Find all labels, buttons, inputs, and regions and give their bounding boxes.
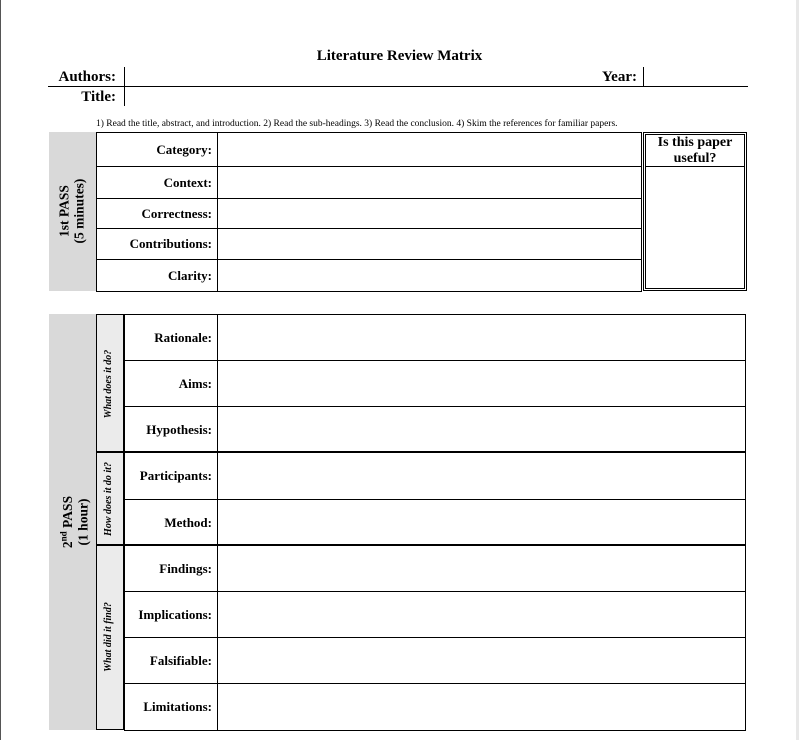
section-divider: [96, 451, 746, 453]
first-pass-row-label: Clarity:: [97, 260, 218, 292]
second-pass-row-label: Implications:: [125, 592, 218, 638]
first-pass-row-label: Correctness:: [97, 199, 218, 229]
title-field-divider: [124, 87, 125, 106]
instructions-text: 1) Read the title, abstract, and introduction. 2) Read the sub-headings. 3) Read the conclusion. 4) Skim the references for familiar papers.: [96, 119, 618, 129]
section-heading-how-does-it-do-it: How does it do it?: [103, 462, 114, 536]
section-divider: [96, 544, 746, 546]
second-pass-field[interactable]: [218, 315, 746, 361]
second-pass-field[interactable]: [218, 500, 746, 546]
second-pass-field[interactable]: [218, 638, 746, 684]
second-pass-table: [124, 314, 746, 731]
second-pass-field[interactable]: [218, 361, 746, 407]
title-label: Title:: [81, 89, 116, 105]
first-pass-row-label: Context:: [97, 167, 218, 199]
first-pass-row-label: Contributions:: [97, 229, 218, 260]
second-pass-row-label: Falsifiable:: [125, 638, 218, 684]
first-pass-field[interactable]: [218, 133, 642, 167]
section-heading-what-does-it-do: What does it do?: [103, 349, 114, 419]
second-pass-row-label: Rationale:: [125, 315, 218, 361]
useful-heading: Is this paper useful?: [645, 134, 745, 167]
second-pass-field[interactable]: [218, 592, 746, 638]
second-pass-field[interactable]: [218, 407, 746, 453]
second-pass-row-label: Aims:: [125, 361, 218, 407]
authors-field-divider: [124, 67, 125, 86]
page-left-border: [0, 0, 1, 740]
first-pass-table: [96, 132, 642, 292]
authors-label: Authors:: [58, 69, 116, 85]
second-pass-row-label: Limitations:: [125, 684, 218, 731]
second-pass-field[interactable]: [218, 546, 746, 592]
first-pass-row-label: Category:: [97, 133, 218, 167]
second-pass-row-label: Hypothesis:: [125, 407, 218, 453]
year-label: Year:: [602, 69, 637, 85]
year-field[interactable]: [648, 70, 746, 86]
second-pass-field[interactable]: [218, 684, 746, 731]
first-pass-label: 1st PASS (5 minutes): [56, 178, 87, 244]
second-pass-field[interactable]: [218, 453, 746, 500]
section-heading-what-did-it-find: What did it find?: [103, 602, 114, 672]
second-pass-row-label: Participants:: [125, 453, 218, 500]
authors-field[interactable]: [130, 70, 590, 86]
second-pass-row-label: Method:: [125, 500, 218, 546]
year-field-divider: [643, 67, 644, 86]
document-title: Literature Review Matrix: [316, 48, 483, 64]
first-pass-field[interactable]: [218, 199, 642, 229]
title-field[interactable]: [130, 90, 730, 106]
second-pass-label: 2nd PASS (1 hour): [58, 495, 90, 549]
first-pass-field[interactable]: [218, 260, 642, 292]
second-pass-row-label: Findings:: [125, 546, 218, 592]
first-pass-field[interactable]: [218, 229, 642, 260]
header-rule: [48, 86, 748, 87]
first-pass-field[interactable]: [218, 167, 642, 199]
